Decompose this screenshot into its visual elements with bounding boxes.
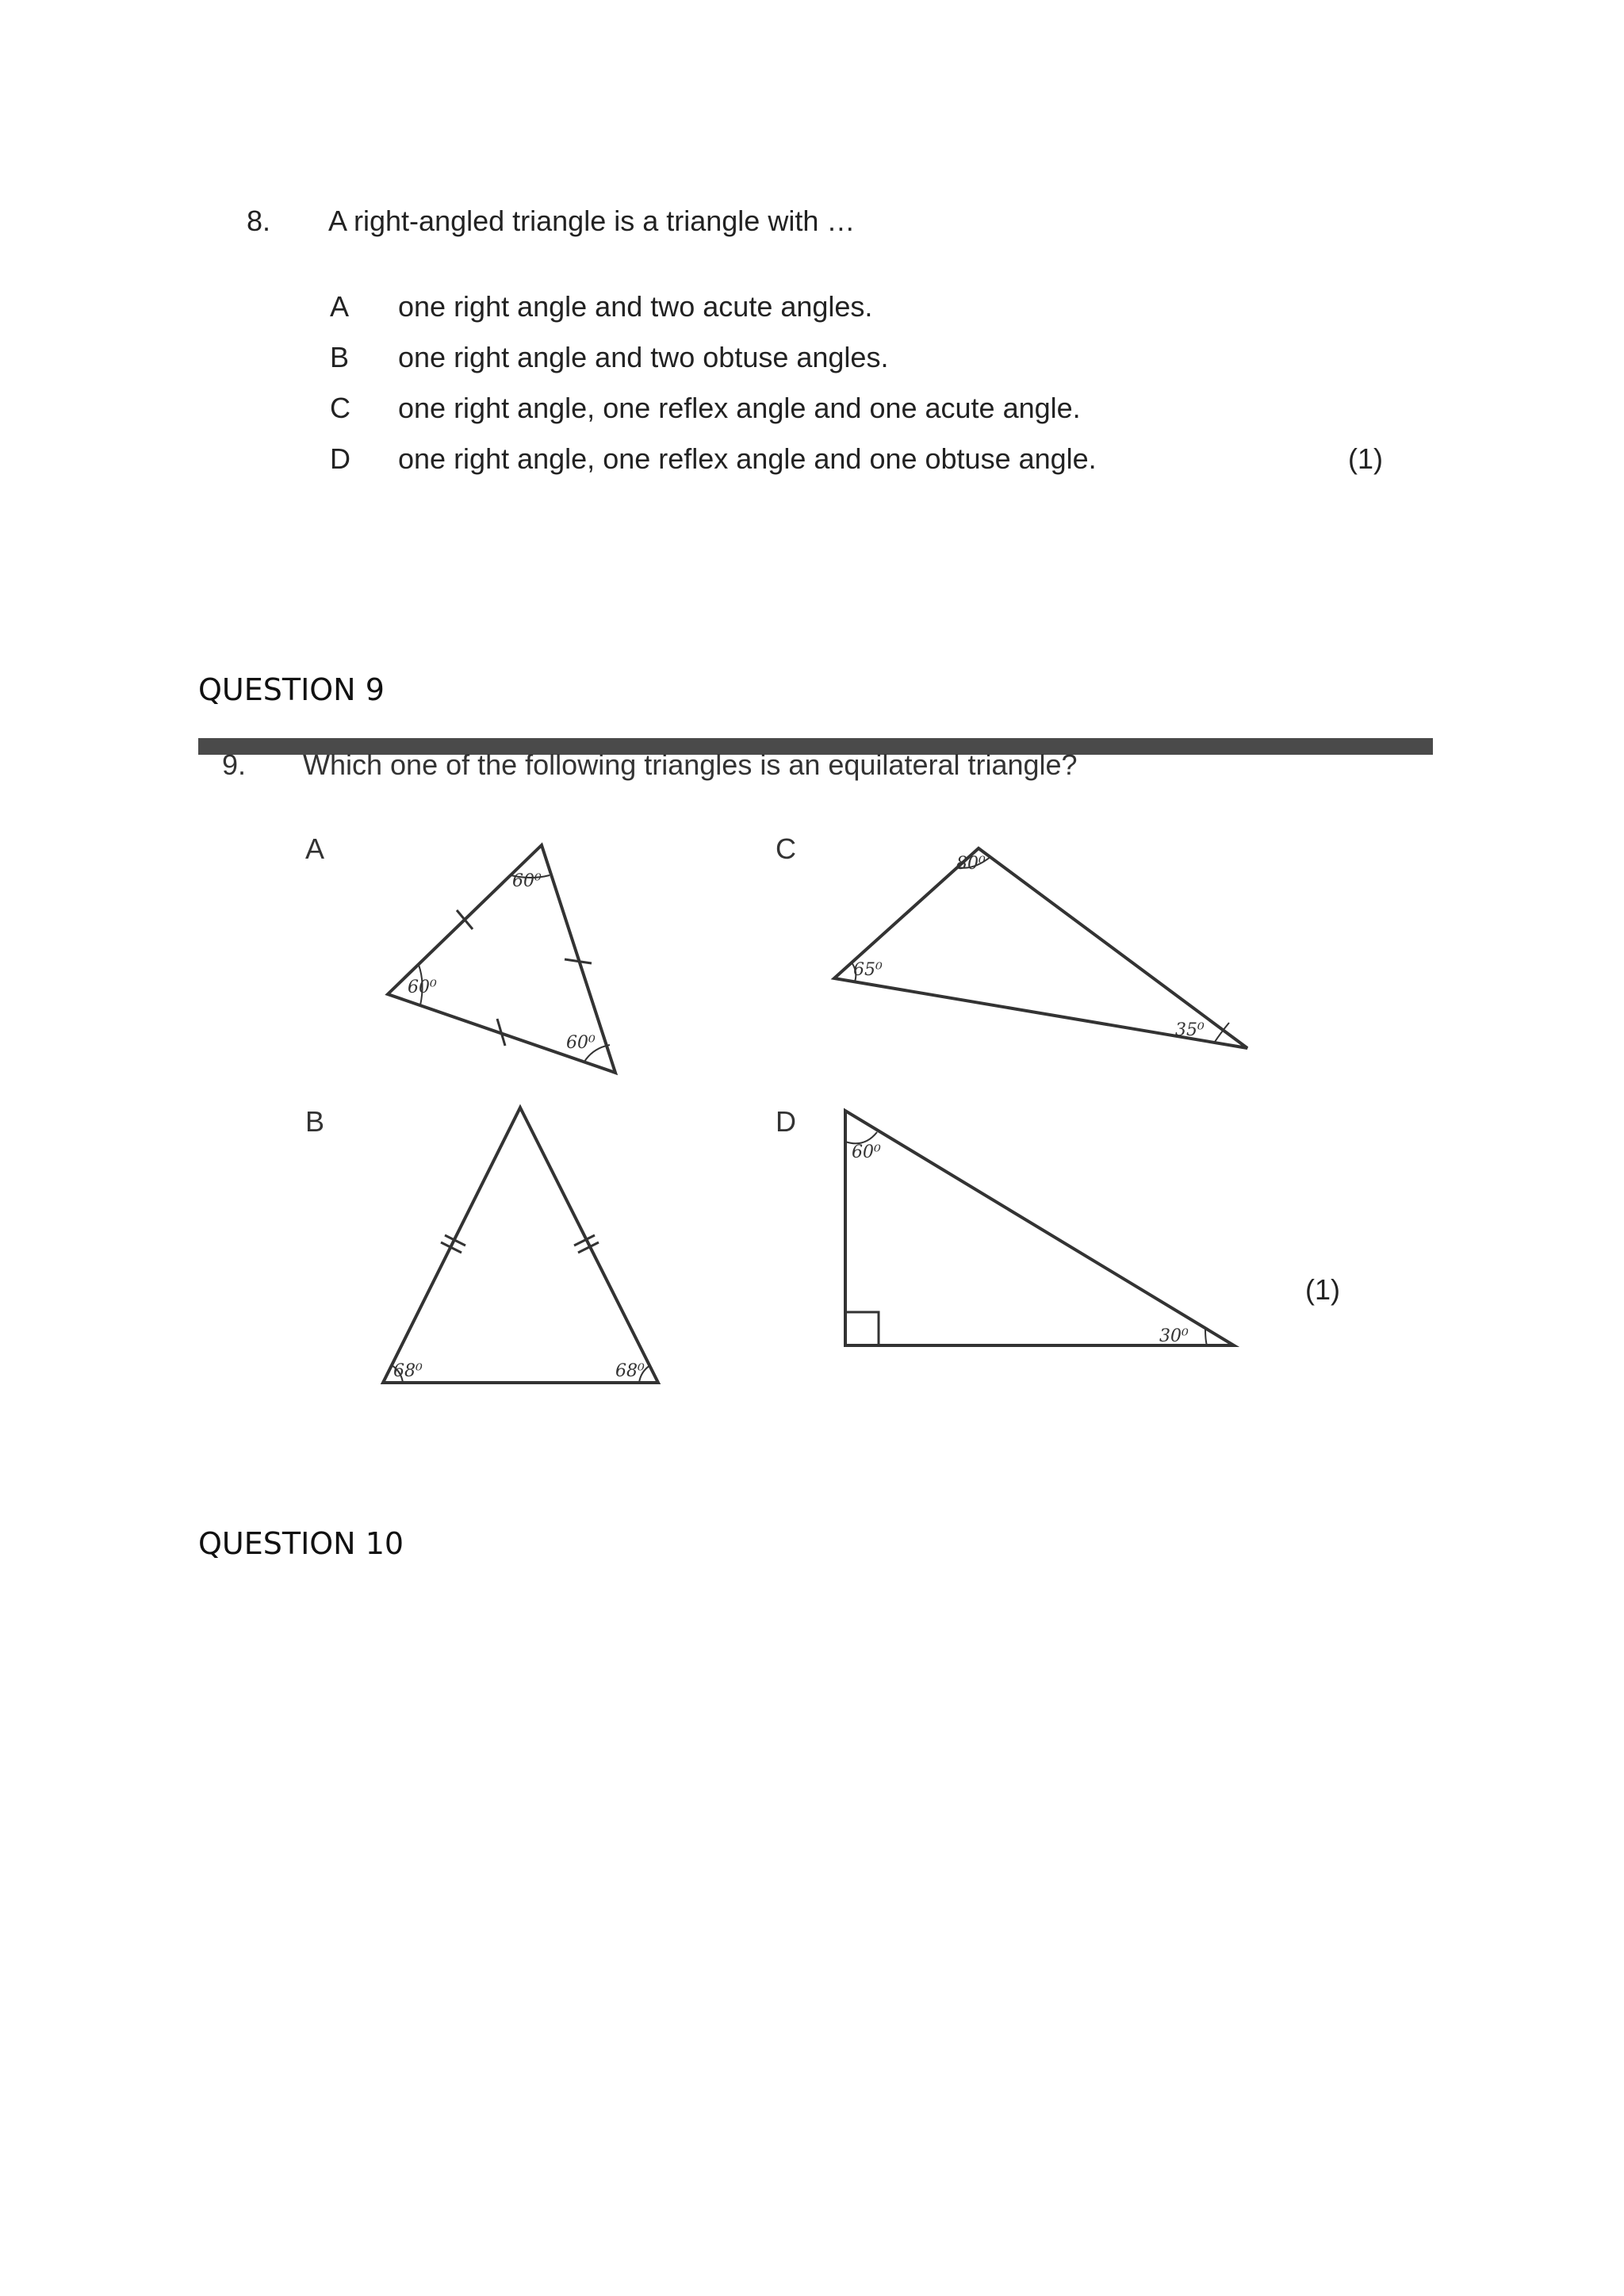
question-8-stem: A right-angled triangle is a triangle with … (328, 205, 856, 237)
angle-arc-d-right (1205, 1329, 1207, 1345)
triangle-d-label: D (776, 1105, 796, 1138)
option-b-letter: B (330, 341, 350, 373)
option-a-letter: A (330, 290, 350, 323)
triangle-c-label: C (776, 832, 796, 865)
angle-arc-c-top (958, 856, 991, 868)
option-b-text: one right angle and two obtuse angles. (398, 341, 889, 373)
angle-arc-a-top (511, 875, 550, 878)
triangle-b (383, 1108, 658, 1383)
angle-arc-d-top (845, 1132, 877, 1143)
tick-mark-a3 (497, 1019, 505, 1046)
tick-mark-a2 (565, 959, 592, 963)
question-9-mark: (1) (1305, 1273, 1340, 1306)
angle-label-a-bottom: 60⁰ (566, 1033, 596, 1053)
tick-mark-b1 (441, 1242, 462, 1253)
angle-label-d-right: 30⁰ (1159, 1326, 1189, 1346)
triangle-b-label: B (305, 1105, 325, 1138)
triangle-d (845, 1111, 1234, 1345)
right-angle-marker (845, 1312, 879, 1345)
angle-arc-c-left (852, 962, 856, 982)
triangle-a-label: A (305, 832, 325, 865)
triangle-a (388, 845, 615, 1073)
angle-arc-b-right (639, 1365, 650, 1383)
angle-label-c-top: 80⁰ (956, 854, 986, 874)
question-10-heading: QUESTION 10 (198, 1526, 404, 1561)
option-c-text: one right angle, one reflex angle and one acute angle. (398, 392, 1081, 424)
option-a-text: one right angle and two acute angles. (398, 290, 873, 323)
angle-label-b-right: 68⁰ (615, 1361, 645, 1381)
question-9-stem: Which one of the following triangles is an equilateral triangle? (303, 748, 1078, 781)
option-c-letter: C (330, 392, 350, 424)
angle-label-a-top: 60⁰ (512, 871, 542, 891)
question-8-number: 8. (247, 205, 271, 237)
question-9-heading: QUESTION 9 (198, 672, 385, 707)
question-8-mark: (1) (1348, 442, 1383, 475)
angle-arc-c-right (1215, 1023, 1229, 1042)
tick-mark-b3 (578, 1242, 599, 1253)
question-9-number: 9. (222, 748, 247, 781)
option-d-text: one right angle, one reflex angle and one obtuse angle. (398, 442, 1097, 475)
tick-mark-b2 (445, 1235, 465, 1246)
option-d-letter: D (330, 442, 350, 475)
angle-arc-a-left (419, 965, 423, 1005)
angle-arc-a-bottom (584, 1045, 610, 1062)
angle-label-b-left: 68⁰ (393, 1361, 423, 1381)
triangle-c (834, 848, 1247, 1048)
tick-mark-a1 (457, 910, 473, 929)
angle-label-d-top: 60⁰ (852, 1142, 881, 1162)
tick-mark-b4 (574, 1235, 595, 1246)
angle-label-c-right: 35⁰ (1175, 1020, 1205, 1040)
angle-label-a-left: 60⁰ (408, 978, 437, 997)
angle-label-c-left: 65⁰ (853, 960, 883, 980)
angle-arc-b-left (392, 1365, 403, 1383)
